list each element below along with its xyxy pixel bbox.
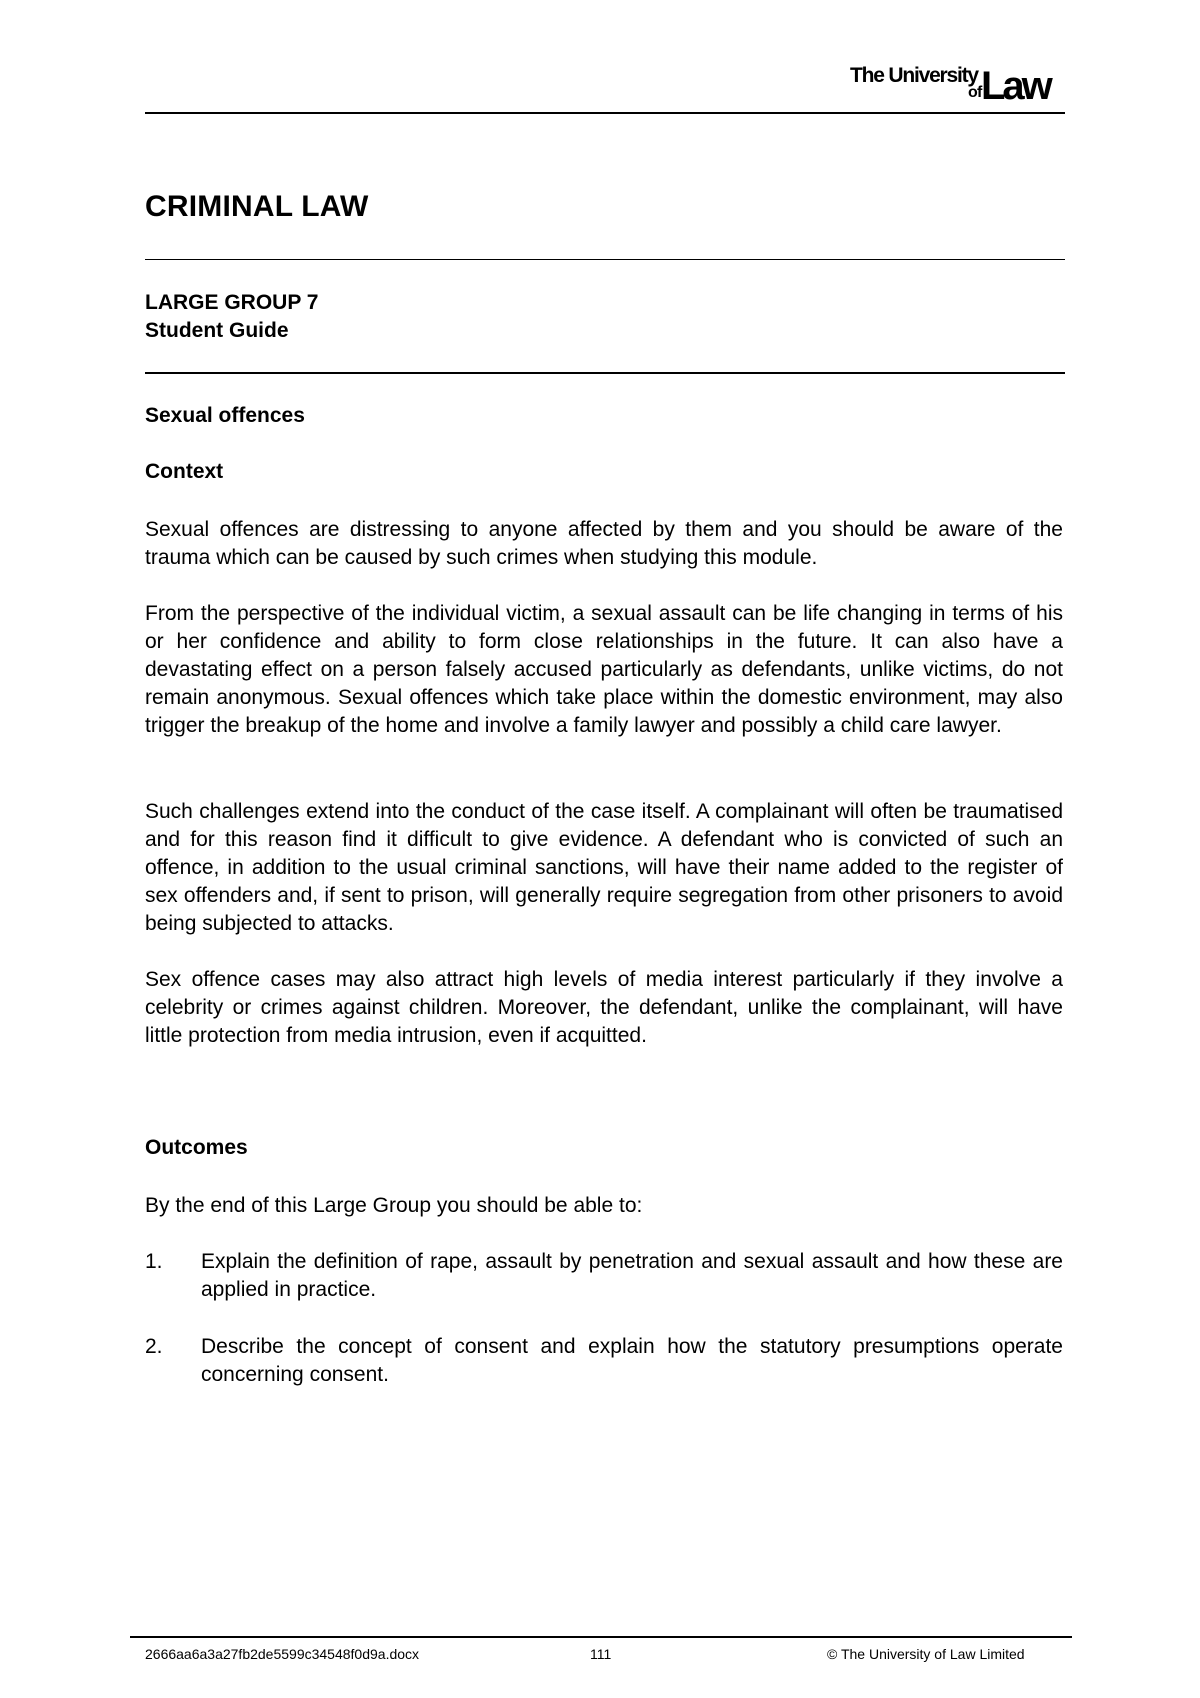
context-paragraph-1: Sexual offences are distressing to anyone affected by them and you should be aware of the trauma which can be caused by such crimes when studying this module. bbox=[145, 518, 1063, 569]
footer-filename: 2666aa6a3a27fb2de5599c34548f0d9a.docx bbox=[145, 1646, 420, 1662]
header-rule bbox=[145, 112, 1065, 114]
footer-rule bbox=[130, 1636, 1072, 1638]
outcome-text: Describe the concept of consent and explain how the statutory presumptions operate concerning consent. bbox=[201, 1335, 1063, 1386]
document-title: CRIMINAL LAW bbox=[145, 190, 369, 223]
outcome-number: 2. bbox=[145, 1335, 163, 1358]
outcome-text: Explain the definition of rape, assault by penetration and sexual assault and how these are applied in practice. bbox=[201, 1250, 1063, 1301]
outcomes-heading: Outcomes bbox=[145, 1136, 248, 1159]
logo-text-law: Law bbox=[981, 64, 1050, 108]
guide-label: Student Guide bbox=[145, 319, 289, 342]
logo-text-the-university: The University bbox=[850, 64, 978, 87]
university-of-law-logo bbox=[850, 62, 1066, 108]
group-label: LARGE GROUP 7 bbox=[145, 291, 319, 314]
context-heading: Context bbox=[145, 460, 224, 483]
group-info bbox=[145, 289, 318, 345]
footer-copyright: © The University of Law Limited bbox=[827, 1646, 1025, 1662]
outcome-number: 1. bbox=[145, 1250, 163, 1273]
context-paragraph-3: Such challenges extend into the conduct of the case itself. A complainant will often be traumatised and for this reason find it difficult to give evidence. A defendant who is convicted of such an offence, in addition to the usual criminal sanctions, will have their name added to the register of sex offenders and, if sent to prison, will generally require segregation from other prisoners to avoid being subjected to attacks. bbox=[145, 800, 1063, 935]
section-rule bbox=[145, 372, 1065, 374]
section-title: Sexual offences bbox=[145, 404, 305, 427]
footer-page-number: 111 bbox=[590, 1646, 612, 1662]
title-rule bbox=[145, 259, 1065, 260]
context-paragraph-4: Sex offence cases may also attract high levels of media interest particularly if they involve a celebrity or crimes against children. Moreover, the defendant, unlike the complainant, will have little protection from media intrusion, even if acquitted. bbox=[145, 968, 1063, 1047]
context-paragraph-2: From the perspective of the individual victim, a sexual assault can be life changing in terms of his or her confidence and ability to form close relationships in the future. It can also have a devastating effect on a person falsely accused particularly as defendants, unlike victims, do not remain anonymous. Sexual offences which take place within the domestic environment, may also trigger the breakup of the home and involve a family lawyer and possibly a child care lawyer. bbox=[145, 602, 1063, 737]
outcomes-intro: By the end of this Large Group you should be able to: bbox=[145, 1194, 643, 1217]
logo-text-of: of bbox=[968, 84, 982, 101]
